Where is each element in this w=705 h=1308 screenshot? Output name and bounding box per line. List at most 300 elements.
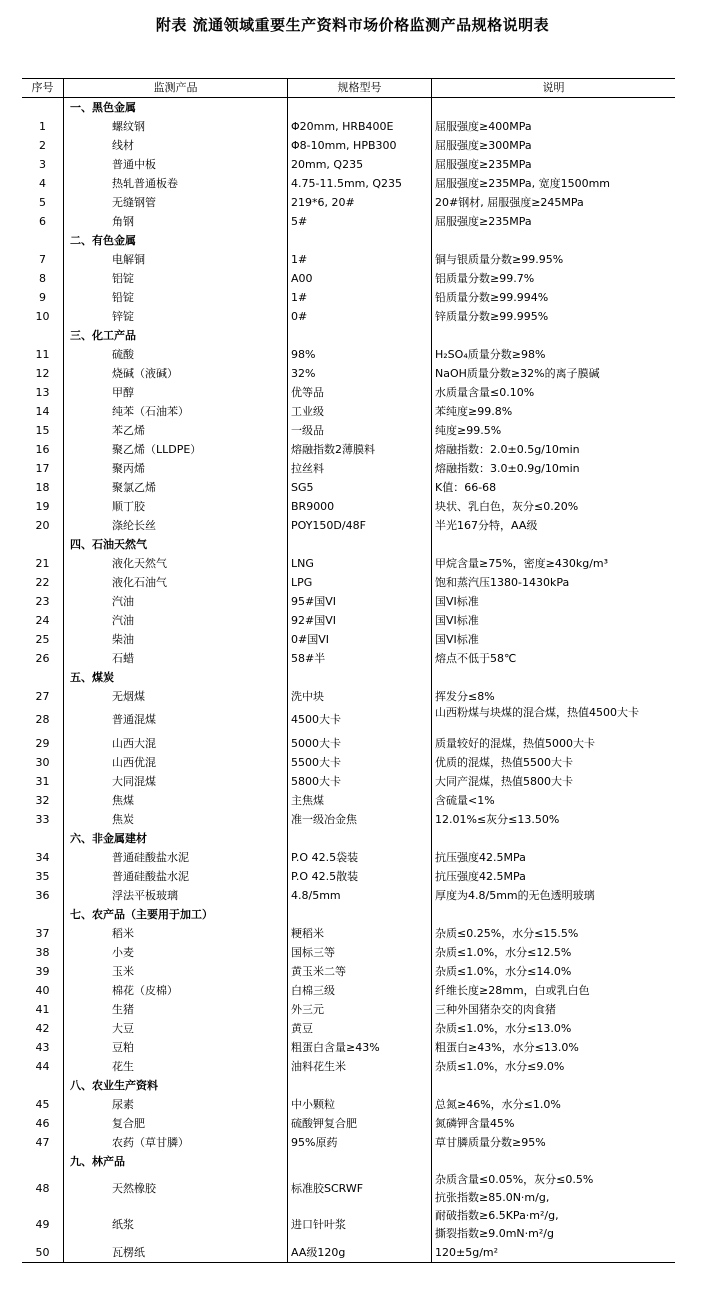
cell-product: 大豆	[64, 1019, 288, 1038]
cell-product: 山西大混	[64, 734, 288, 753]
cell-num	[22, 1076, 64, 1095]
cell-num: 39	[22, 962, 64, 981]
cell-num: 31	[22, 772, 64, 791]
cell-product: 无缝钢管	[64, 193, 288, 212]
cell-num: 4	[22, 174, 64, 193]
table-header	[22, 79, 675, 98]
cell-product: 硫酸	[64, 345, 288, 364]
cell-num: 14	[22, 402, 64, 421]
cell-note: 苯纯度≥99.8%	[435, 405, 513, 418]
cell-note: 氮磷钾含量45%	[435, 1117, 515, 1130]
cell-note: 山西粉煤与块煤的混合煤，热值4500大卡	[435, 706, 639, 719]
cell-num: 32	[22, 791, 64, 810]
cell-num: 25	[22, 630, 64, 649]
cell-spec: Φ20mm, HRB400E	[288, 117, 432, 136]
cell-note	[432, 1171, 675, 1207]
table-row	[22, 981, 675, 1000]
cell-num: 7	[22, 250, 64, 269]
table-row	[22, 1171, 675, 1207]
table-row	[22, 772, 675, 791]
cell-num: 44	[22, 1057, 64, 1076]
table-row	[22, 1133, 675, 1152]
cell-spec: A00	[288, 269, 432, 288]
cell-spec: BR9000	[288, 497, 432, 516]
cell-num: 10	[22, 307, 64, 326]
cell-num	[22, 668, 64, 687]
cell-spec: 一级品	[288, 421, 432, 440]
cell-spec: 20mm, Q235	[288, 155, 432, 174]
table-row	[22, 212, 675, 231]
cell-product: 角钢	[64, 212, 288, 231]
cell-product: 铅锭	[64, 288, 288, 307]
header-num: 序号	[22, 79, 64, 97]
table-row	[22, 810, 675, 829]
cell-spec: 主焦煤	[288, 791, 432, 810]
cell-product: 农药（草甘膦）	[64, 1133, 288, 1152]
cell-num: 30	[22, 753, 64, 772]
table-row	[22, 288, 675, 307]
table-row	[22, 943, 675, 962]
table-row	[22, 962, 675, 981]
cell-spec: 5800大卡	[288, 772, 432, 791]
category-label: 九、林产品	[64, 1152, 288, 1171]
cell-product: 焦炭	[64, 810, 288, 829]
table-row	[22, 687, 675, 706]
cell-product: 石蜡	[64, 649, 288, 668]
cell-spec: AA级120g	[288, 1243, 432, 1262]
cell-num: 47	[22, 1133, 64, 1152]
table-row	[22, 136, 675, 155]
cell-spec: 0#	[288, 307, 432, 326]
cell-note	[432, 535, 675, 554]
cell-num: 43	[22, 1038, 64, 1057]
cell-num: 1	[22, 117, 64, 136]
cell-product: 聚丙烯	[64, 459, 288, 478]
cell-product: 液化石油气	[64, 573, 288, 592]
table-row	[22, 364, 675, 383]
table-row	[22, 117, 675, 136]
cell-num: 12	[22, 364, 64, 383]
table-row	[22, 1114, 675, 1133]
cell-product: 尿素	[64, 1095, 288, 1114]
cell-product: 液化天然气	[64, 554, 288, 573]
cell-note: 国VI标准	[435, 633, 479, 646]
cell-spec	[288, 535, 432, 554]
cell-product: 焦煤	[64, 791, 288, 810]
cell-spec	[288, 231, 432, 250]
note-line: 杂质含量≤0.05%，灰分≤0.5%	[435, 1173, 594, 1186]
cell-spec: 中小颗粒	[288, 1095, 432, 1114]
cell-note: 12.01%≤灰分≤13.50%	[435, 813, 560, 826]
cell-num: 46	[22, 1114, 64, 1133]
cell-product: 汽油	[64, 592, 288, 611]
spec-table	[22, 78, 675, 1263]
cell-num: 21	[22, 554, 64, 573]
cell-spec: 粳稻米	[288, 924, 432, 943]
cell-spec: 219*6, 20#	[288, 193, 432, 212]
cell-note	[432, 231, 675, 250]
table-row	[22, 440, 675, 459]
cell-num: 35	[22, 867, 64, 886]
category-label: 七、农产品（主要用于加工）	[64, 905, 288, 924]
cell-spec: LNG	[288, 554, 432, 573]
cell-note: 含硫量<1%	[435, 794, 495, 807]
category-label: 二、有色金属	[64, 231, 288, 250]
cell-num	[22, 535, 64, 554]
cell-num: 15	[22, 421, 64, 440]
cell-num: 36	[22, 886, 64, 905]
cell-note: 纯度≥99.5%	[435, 424, 502, 437]
cell-note: 大同产混煤，热值5800大卡	[435, 775, 573, 788]
cell-product: 纯苯（石油苯）	[64, 402, 288, 421]
cell-note: 饱和蒸汽压1380-1430kPa	[435, 576, 570, 589]
cell-spec: 4.75-11.5mm, Q235	[288, 174, 432, 193]
table-row	[22, 611, 675, 630]
cell-spec: 油料花生米	[288, 1057, 432, 1076]
cell-product: 纸浆	[64, 1207, 288, 1243]
table-row	[22, 269, 675, 288]
cell-num: 11	[22, 345, 64, 364]
cell-num: 8	[22, 269, 64, 288]
category-row	[22, 668, 675, 687]
cell-num: 2	[22, 136, 64, 155]
table-row	[22, 630, 675, 649]
category-row	[22, 326, 675, 345]
cell-note: 三种外国猪杂交的肉食猪	[435, 1003, 556, 1016]
cell-note: 锌质量分数≥99.995%	[435, 310, 549, 323]
cell-num: 28	[22, 706, 64, 734]
table-row	[22, 345, 675, 364]
category-row	[22, 905, 675, 924]
table-row	[22, 649, 675, 668]
cell-note	[432, 1076, 675, 1095]
cell-spec: 洗中块	[288, 687, 432, 706]
cell-note: 杂质≤0.25%，水分≤15.5%	[435, 927, 579, 940]
cell-note: 熔融指数：2.0±0.5g/10min	[435, 443, 580, 456]
cell-spec	[288, 326, 432, 345]
table-row	[22, 1207, 675, 1243]
cell-note: 屈服强度≥300MPa	[435, 139, 532, 152]
cell-note: 甲烷含量≥75%，密度≥430kg/m³	[435, 557, 609, 570]
cell-note: 20#钢材, 屈服强度≥245MPa	[435, 196, 584, 209]
cell-spec: 5000大卡	[288, 734, 432, 753]
cell-spec: 标准胶SCRWF	[288, 1171, 432, 1207]
table-row	[22, 1019, 675, 1038]
cell-num: 26	[22, 649, 64, 668]
cell-product: 天然橡胶	[64, 1171, 288, 1207]
cell-product: 浮法平板玻璃	[64, 886, 288, 905]
cell-spec: 1#	[288, 250, 432, 269]
cell-product: 普通硅酸盐水泥	[64, 848, 288, 867]
cell-num	[22, 1152, 64, 1171]
cell-product: 铝锭	[64, 269, 288, 288]
cell-note: 杂质≤1.0%，水分≤9.0%	[435, 1060, 565, 1073]
table-row	[22, 706, 675, 734]
cell-product: 热轧普通板卷	[64, 174, 288, 193]
cell-note: 屈服强度≥235MPa	[435, 158, 532, 171]
header-spec: 规格型号	[288, 79, 432, 97]
cell-spec	[288, 668, 432, 687]
cell-product: 电解铜	[64, 250, 288, 269]
cell-note: 熔融指数：3.0±0.9g/10min	[435, 462, 580, 475]
table-row	[22, 459, 675, 478]
cell-product: 烧碱（液碱）	[64, 364, 288, 383]
cell-spec	[288, 98, 432, 117]
cell-note: 总氮≥46%，水分≤1.0%	[435, 1098, 561, 1111]
table-row	[22, 1095, 675, 1114]
table-row	[22, 402, 675, 421]
cell-product: 复合肥	[64, 1114, 288, 1133]
table-row	[22, 516, 675, 535]
cell-spec: 5500大卡	[288, 753, 432, 772]
cell-num: 49	[22, 1207, 64, 1243]
cell-spec: 熔融指数2薄膜料	[288, 440, 432, 459]
category-row	[22, 829, 675, 848]
cell-num: 5	[22, 193, 64, 212]
cell-product: 小麦	[64, 943, 288, 962]
cell-note: 铝质量分数≥99.7%	[435, 272, 535, 285]
cell-product: 聚乙烯（LLDPE）	[64, 440, 288, 459]
cell-note	[432, 326, 675, 345]
cell-note: NaOH质量分数≥32%的离子膜碱	[435, 367, 600, 380]
cell-num: 20	[22, 516, 64, 535]
cell-note: 杂质≤1.0%，水分≤12.5%	[435, 946, 572, 959]
table-row	[22, 554, 675, 573]
cell-note: 杂质≤1.0%，水分≤13.0%	[435, 1022, 572, 1035]
cell-note: 粗蛋白≥43%，水分≤13.0%	[435, 1041, 579, 1054]
cell-num: 16	[22, 440, 64, 459]
cell-num: 38	[22, 943, 64, 962]
table-row	[22, 174, 675, 193]
cell-spec: 5#	[288, 212, 432, 231]
cell-num: 24	[22, 611, 64, 630]
cell-note	[432, 829, 675, 848]
table-row	[22, 791, 675, 810]
cell-product: 苯乙烯	[64, 421, 288, 440]
cell-spec: 优等品	[288, 383, 432, 402]
cell-spec	[288, 905, 432, 924]
category-label: 八、农业生产资料	[64, 1076, 288, 1095]
table-row	[22, 867, 675, 886]
table-row	[22, 497, 675, 516]
table-row	[22, 1243, 675, 1262]
table-row	[22, 155, 675, 174]
cell-spec: LPG	[288, 573, 432, 592]
cell-product: 普通混煤	[64, 706, 288, 734]
category-row	[22, 231, 675, 250]
table-row	[22, 478, 675, 497]
note-line: 耐破指数≥6.5KPa·m²/g,	[435, 1209, 559, 1222]
category-row	[22, 98, 675, 117]
note-line: 撕裂指数≥9.0mN·m²/g	[435, 1227, 554, 1240]
category-label: 四、石油天然气	[64, 535, 288, 554]
cell-num	[22, 829, 64, 848]
cell-note: 抗压强度42.5MPa	[435, 851, 526, 864]
table-row	[22, 734, 675, 753]
cell-spec: 92#国VI	[288, 611, 432, 630]
cell-note: 120±5g/m²	[435, 1246, 499, 1259]
note-line: 抗张指数≥85.0N·m/g,	[435, 1191, 550, 1204]
table-row	[22, 592, 675, 611]
cell-product: 顺丁胶	[64, 497, 288, 516]
cell-spec: 工业级	[288, 402, 432, 421]
cell-note: H₂SO₄质量分数≥98%	[435, 348, 546, 361]
cell-note: 水质量含量≤0.10%	[435, 386, 535, 399]
cell-spec	[288, 829, 432, 848]
cell-num: 40	[22, 981, 64, 1000]
cell-spec: SG5	[288, 478, 432, 497]
cell-product: 甲醇	[64, 383, 288, 402]
cell-product: 大同混煤	[64, 772, 288, 791]
cell-note: 熔点不低于58℃	[435, 652, 517, 665]
cell-num: 33	[22, 810, 64, 829]
category-row	[22, 1076, 675, 1095]
cell-spec: 粗蛋白含量≥43%	[288, 1038, 432, 1057]
cell-spec: P.O 42.5散装	[288, 867, 432, 886]
cell-spec	[288, 1152, 432, 1171]
cell-num: 17	[22, 459, 64, 478]
cell-note: K值：66-68	[435, 481, 497, 494]
cell-spec: 58#半	[288, 649, 432, 668]
category-label: 五、煤炭	[64, 668, 288, 687]
header-product: 监测产品	[64, 79, 288, 97]
cell-note: 屈服强度≥400MPa	[435, 120, 532, 133]
cell-num: 42	[22, 1019, 64, 1038]
cell-spec: 95#国VI	[288, 592, 432, 611]
cell-product: 锌锭	[64, 307, 288, 326]
cell-num: 37	[22, 924, 64, 943]
cell-spec: 白棉三级	[288, 981, 432, 1000]
cell-num	[22, 905, 64, 924]
cell-spec: 4500大卡	[288, 706, 432, 734]
cell-num: 29	[22, 734, 64, 753]
cell-product: 涤纶长丝	[64, 516, 288, 535]
cell-note: 屈服强度≥235MPa, 宽度1500mm	[435, 177, 611, 190]
cell-note: 厚度为4.8/5mm的无色透明玻璃	[435, 889, 595, 902]
cell-note: 杂质≤1.0%，水分≤14.0%	[435, 965, 572, 978]
cell-note: 质量较好的混煤，热值5000大卡	[435, 737, 595, 750]
table-row	[22, 250, 675, 269]
cell-spec: 98%	[288, 345, 432, 364]
cell-product: 豆粕	[64, 1038, 288, 1057]
cell-product: 玉米	[64, 962, 288, 981]
cell-num: 27	[22, 687, 64, 706]
cell-num: 18	[22, 478, 64, 497]
category-label: 六、非金属建材	[64, 829, 288, 848]
table-row	[22, 1038, 675, 1057]
cell-product: 花生	[64, 1057, 288, 1076]
cell-spec: 外三元	[288, 1000, 432, 1019]
cell-note: 国VI标准	[435, 595, 479, 608]
cell-product: 螺纹钢	[64, 117, 288, 136]
cell-spec: P.O 42.5袋装	[288, 848, 432, 867]
cell-product: 汽油	[64, 611, 288, 630]
cell-spec: 拉丝料	[288, 459, 432, 478]
cell-spec: 进口针叶浆	[288, 1207, 432, 1243]
table-body	[22, 98, 675, 1262]
table-row	[22, 848, 675, 867]
cell-num: 34	[22, 848, 64, 867]
cell-spec: POY150D/48F	[288, 516, 432, 535]
cell-num	[22, 326, 64, 345]
cell-note	[432, 1152, 675, 1171]
cell-num: 41	[22, 1000, 64, 1019]
cell-spec: 95%原药	[288, 1133, 432, 1152]
cell-note: 块状、乳白色，灰分≤0.20%	[435, 500, 579, 513]
cell-product: 棉花（皮棉）	[64, 981, 288, 1000]
cell-product: 线材	[64, 136, 288, 155]
cell-note: 纤维长度≥28mm，白或乳白色	[435, 984, 590, 997]
cell-product: 生猪	[64, 1000, 288, 1019]
cell-num: 9	[22, 288, 64, 307]
cell-num	[22, 231, 64, 250]
cell-num: 50	[22, 1243, 64, 1262]
table-row	[22, 383, 675, 402]
cell-note: 铜与银质量分数≥99.95%	[435, 253, 564, 266]
cell-spec: 1#	[288, 288, 432, 307]
cell-note	[432, 668, 675, 687]
cell-note: 屈服强度≥235MPa	[435, 215, 532, 228]
table-row	[22, 193, 675, 212]
cell-spec	[288, 1076, 432, 1095]
cell-spec: 硫酸钾复合肥	[288, 1114, 432, 1133]
table-row	[22, 307, 675, 326]
cell-num: 48	[22, 1171, 64, 1207]
table-row	[22, 886, 675, 905]
cell-spec: 准一级冶金焦	[288, 810, 432, 829]
cell-product: 柴油	[64, 630, 288, 649]
cell-product: 普通硅酸盐水泥	[64, 867, 288, 886]
cell-product: 聚氯乙烯	[64, 478, 288, 497]
table-row	[22, 1057, 675, 1076]
table-row	[22, 1000, 675, 1019]
cell-note	[432, 905, 675, 924]
cell-note: 铅质量分数≥99.994%	[435, 291, 549, 304]
header-note: 说明	[542, 81, 565, 94]
category-label: 一、黑色金属	[64, 98, 288, 117]
cell-note: 草甘膦质量分数≥95%	[435, 1136, 546, 1149]
cell-num: 19	[22, 497, 64, 516]
page-title: 附表 流通领域重要生产资料市场价格监测产品规格说明表	[155, 16, 550, 34]
cell-num: 22	[22, 573, 64, 592]
cell-num: 23	[22, 592, 64, 611]
cell-spec: 0#国VI	[288, 630, 432, 649]
cell-num: 6	[22, 212, 64, 231]
category-row	[22, 1152, 675, 1171]
cell-note: 半光167分特，AA级	[435, 519, 538, 532]
cell-note: 国VI标准	[435, 614, 479, 627]
cell-note	[432, 98, 675, 117]
cell-spec: 黄玉米二等	[288, 962, 432, 981]
category-label: 三、化工产品	[64, 326, 288, 345]
cell-spec: 4.8/5mm	[288, 886, 432, 905]
cell-product: 山西优混	[64, 753, 288, 772]
cell-num: 45	[22, 1095, 64, 1114]
table-row	[22, 421, 675, 440]
cell-note	[432, 1207, 675, 1243]
cell-note: 抗压强度42.5MPa	[435, 870, 526, 883]
cell-num: 3	[22, 155, 64, 174]
cell-spec: Φ8-10mm, HPB300	[288, 136, 432, 155]
cell-spec: 32%	[288, 364, 432, 383]
cell-num: 13	[22, 383, 64, 402]
cell-note: 挥发分≤8%	[435, 690, 495, 703]
cell-spec: 国标三等	[288, 943, 432, 962]
cell-product: 瓦楞纸	[64, 1243, 288, 1262]
cell-spec: 黄豆	[288, 1019, 432, 1038]
cell-num	[22, 98, 64, 117]
cell-product: 无烟煤	[64, 687, 288, 706]
